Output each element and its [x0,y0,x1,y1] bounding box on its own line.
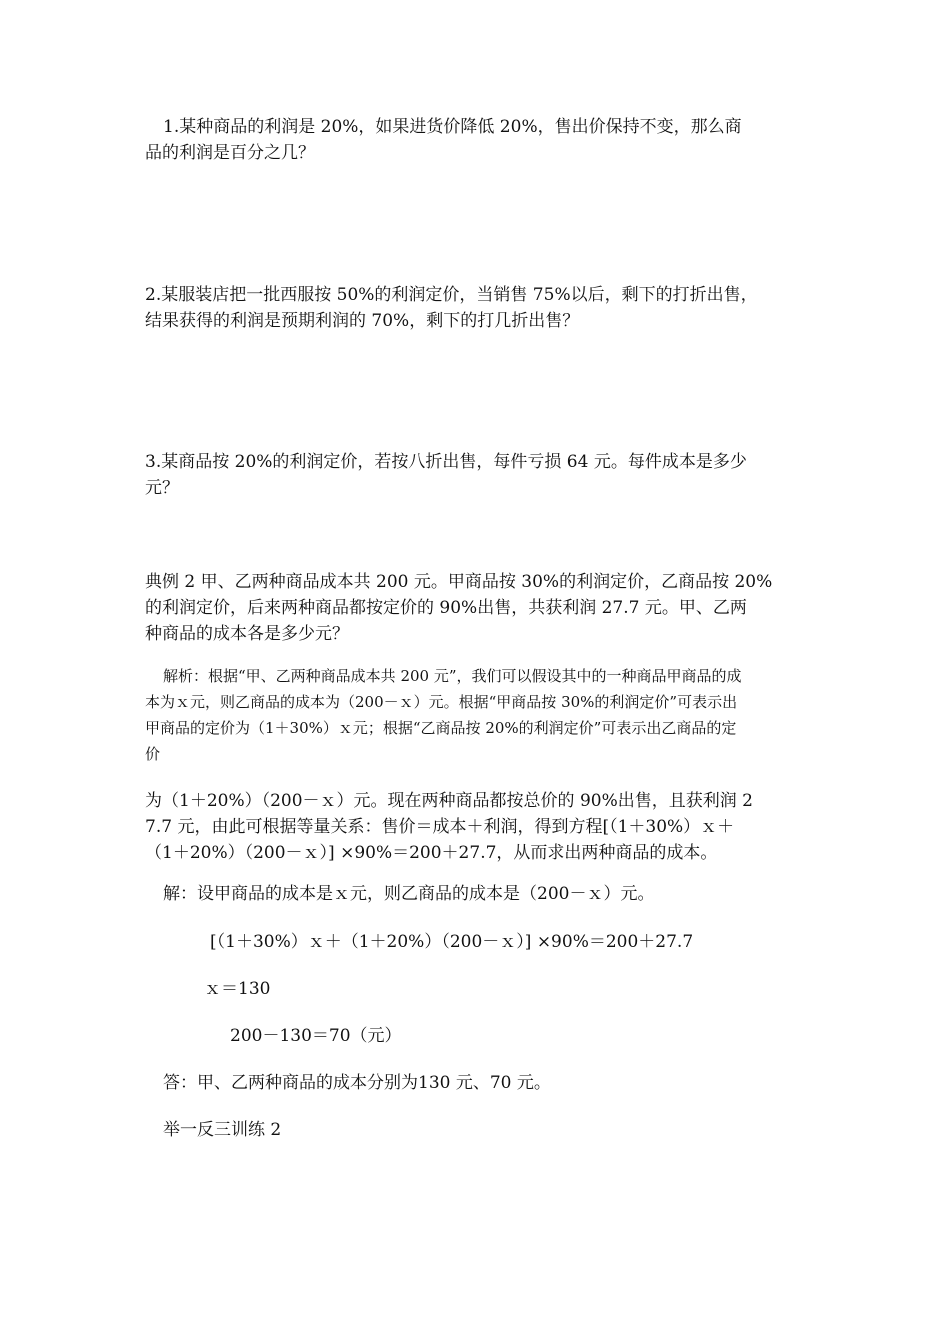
solution-other-cost: 200－130＝70（元） [230,1026,402,1046]
question-2-line-1: 2.某服装店把一批西服按 50%的利润定价，当销售 75%以后，剩下的打折出售， [145,285,758,305]
question-1-line-2: 品的利润是百分之几？ [145,143,315,163]
question-2-line-2: 结果获得的利润是预期利润的 70%，剩下的打几折出售？ [145,311,580,331]
analysis-line-4: 价 [145,745,161,763]
analysis-line-3: 甲商品的定价为（1＋30%）ｘ元；根据“乙商品按 20%的利润定价”可表示出乙商品的定 [145,719,737,737]
solution-x-value: ｘ＝130 [204,979,271,999]
example-2-line-3: 种商品的成本各是多少元？ [145,624,349,644]
solution-answer: 答：甲、乙两种商品的成本分别为130 元、70 元。 [163,1073,551,1093]
question-1-line-1: 1.某种商品的利润是 20%，如果进货价降低 20%，售出价保持不变，那么商 [163,117,742,137]
example-2-line-1: 典例 2 甲、乙两种商品成本共 200 元。甲商品按 30%的利润定价，乙商品按 20% [145,572,773,592]
analysis-line-1: 解析：根据“甲、乙两种商品成本共 200 元”，我们可以假设其中的一种商品甲商品的成 [163,667,742,685]
analysis-line-7: （1＋20%）（200－ｘ）] ×90%＝200＋27.7，从而求出两种商品的成本。 [145,843,718,863]
question-3-line-1: 3.某商品按 20%的利润定价，若按八折出售，每件亏损 64 元。每件成本是多少 [145,452,747,472]
practice-heading: 举一反三训练 2 [163,1120,282,1140]
solution-equation: [（1＋30%）ｘ＋（1＋20%）（200－ｘ）] ×90%＝200＋27.7 [210,932,694,952]
question-3-line-2: 元？ [145,478,179,498]
solution-intro: 解：设甲商品的成本是ｘ元，则乙商品的成本是（200－ｘ）元。 [163,884,655,904]
example-2-line-2: 的利润定价，后来两种商品都按定价的 90%出售，共获利润 27.7 元。甲、乙两 [145,598,747,618]
analysis-line-2: 本为ｘ元，则乙商品的成本为（200－ｘ）元。根据“甲商品按 30%的利润定价”可表示出 [145,693,738,711]
analysis-line-5: 为（1＋20%）（200－ｘ）元。现在两种商品都按总价的 90%出售，且获利润 2 [145,791,753,811]
analysis-line-6: 7.7 元，由此可根据等量关系：售价＝成本＋利润，得到方程[（1＋30%）ｘ＋ [145,817,735,837]
